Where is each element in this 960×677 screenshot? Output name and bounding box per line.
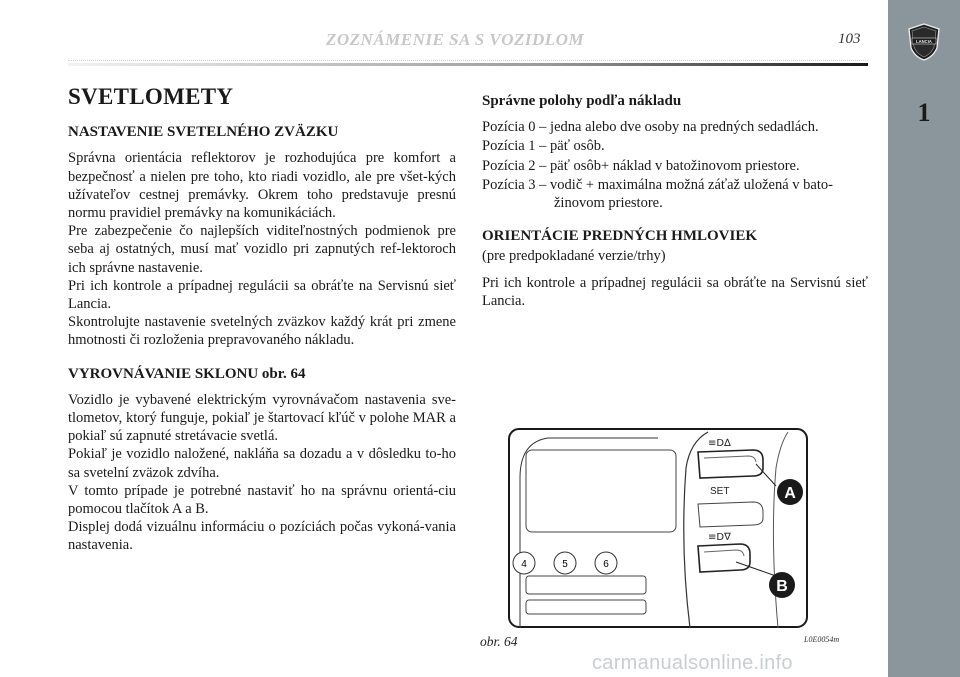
position-item: Pozícia 2 – päť osôb+ náklad v batožinovom priestore. xyxy=(482,157,800,174)
figure-code: L0E0054m xyxy=(804,635,840,644)
header-dotted-line xyxy=(68,60,868,62)
paragraph: Skontrolujte nastavenie svetelných zväzkov každý krát pri zmene hmotnosti či rozloženia prepravovaného nákladu. xyxy=(68,314,456,349)
callout-b-label: B xyxy=(776,578,788,595)
fog-subtitle: (pre predpokladané verzie/trhy) xyxy=(482,248,666,265)
paragraph: Vozidlo je vybavené elektrickým vyrovnávačom nastavenia sve-tlometov, ktorý funguje, pokiaľ je štartovací kľúč v polohe MAR a pokiaľ sú zapnuté stretávacie svetlá. xyxy=(68,391,456,445)
up-symbol: ≡D∆ xyxy=(708,438,731,449)
dashboard-controls-figure xyxy=(508,428,808,628)
paragraph: Pri ich kontrole a prípadnej regulácii sa obráťte na Servisnú sieť Lancia. xyxy=(68,277,456,313)
page-number: 103 xyxy=(838,31,861,47)
paragraph: Pokiaľ je vozidlo naložené, nakláňa sa dozadu a v dôsledku to-ho sa svetelní zväzok zdvíha. xyxy=(68,446,456,481)
section-title: SVETLOMETY xyxy=(68,84,234,109)
left-column xyxy=(68,84,456,555)
paragraph: Pre zabezpečenie čo najlepších viditeľnostných podmienok pre seba aj ostatných, musí mať vozidlo pri zapnutých ref-lektoroch ich správne nastavenie. xyxy=(68,223,456,276)
heading-fog-lights: ORIENTÁCIE PREDNÝCH HMLOVIEK xyxy=(482,228,758,245)
lancia-logo-icon xyxy=(906,22,942,62)
set-label: SET xyxy=(710,486,730,497)
page-header-title: ZOZNÁMENIE SA S VOZIDLOM xyxy=(326,30,585,49)
watermark: carmanualsonline.info xyxy=(592,652,793,674)
heading-positions: Správne polohy podľa nákladu xyxy=(482,93,682,109)
chapter-number: 1 xyxy=(917,98,931,127)
down-symbol: ≡D∇ xyxy=(708,532,731,543)
logo-text: LANCIA xyxy=(916,39,932,44)
key-6-label: 6 xyxy=(603,559,609,570)
callout-a-label: A xyxy=(784,485,796,502)
button-b-shape xyxy=(698,544,750,572)
heading-beam-adjustment: NASTAVENIE SVETELNÉHO ZVÄZKU xyxy=(68,124,339,141)
paragraph: Displej dodá vizuálnu informáciu o pozíciách počas vykoná-vania nastavenia. xyxy=(68,519,456,554)
position-item: Pozícia 0 – jedna alebo dve osoby na predných sedadlách. xyxy=(482,119,819,136)
key-4-label: 4 xyxy=(521,559,527,570)
position-item: Pozícia 1 – päť osôb. xyxy=(482,138,605,155)
heading-leveling: VYROVNÁVANIE SKLONU obr. 64 xyxy=(68,365,306,382)
paragraph: Správna orientácia reflektorov je rozhodujúca pre komfort a bezpečnosť a nielen pre toho, kto riadi vozidlo, ale pre všet-kých užívateľov cestnej premávky. Okrem toho predstavuje presnú normu pravidiel premávky na komunikáciách. xyxy=(68,150,456,222)
paragraph: Pri ich kontrole a prípadnej regulácii sa obráťte na Servisnú sieť Lancia. xyxy=(482,274,868,309)
paragraph: V tomto prípade je potrebné nastaviť ho na správnu orientá-ciu pomocou tlačítok A a B. xyxy=(68,482,456,518)
button-a-shape xyxy=(698,450,763,478)
right-column xyxy=(482,92,868,310)
header-rule xyxy=(68,63,868,66)
position-item: Pozícia 3 – vodič + maximálna možná záťaž uložená v bato-žinovom priestore. xyxy=(482,176,833,212)
figure-caption: obr. 64 xyxy=(480,634,518,649)
key-5-label: 5 xyxy=(562,559,568,570)
